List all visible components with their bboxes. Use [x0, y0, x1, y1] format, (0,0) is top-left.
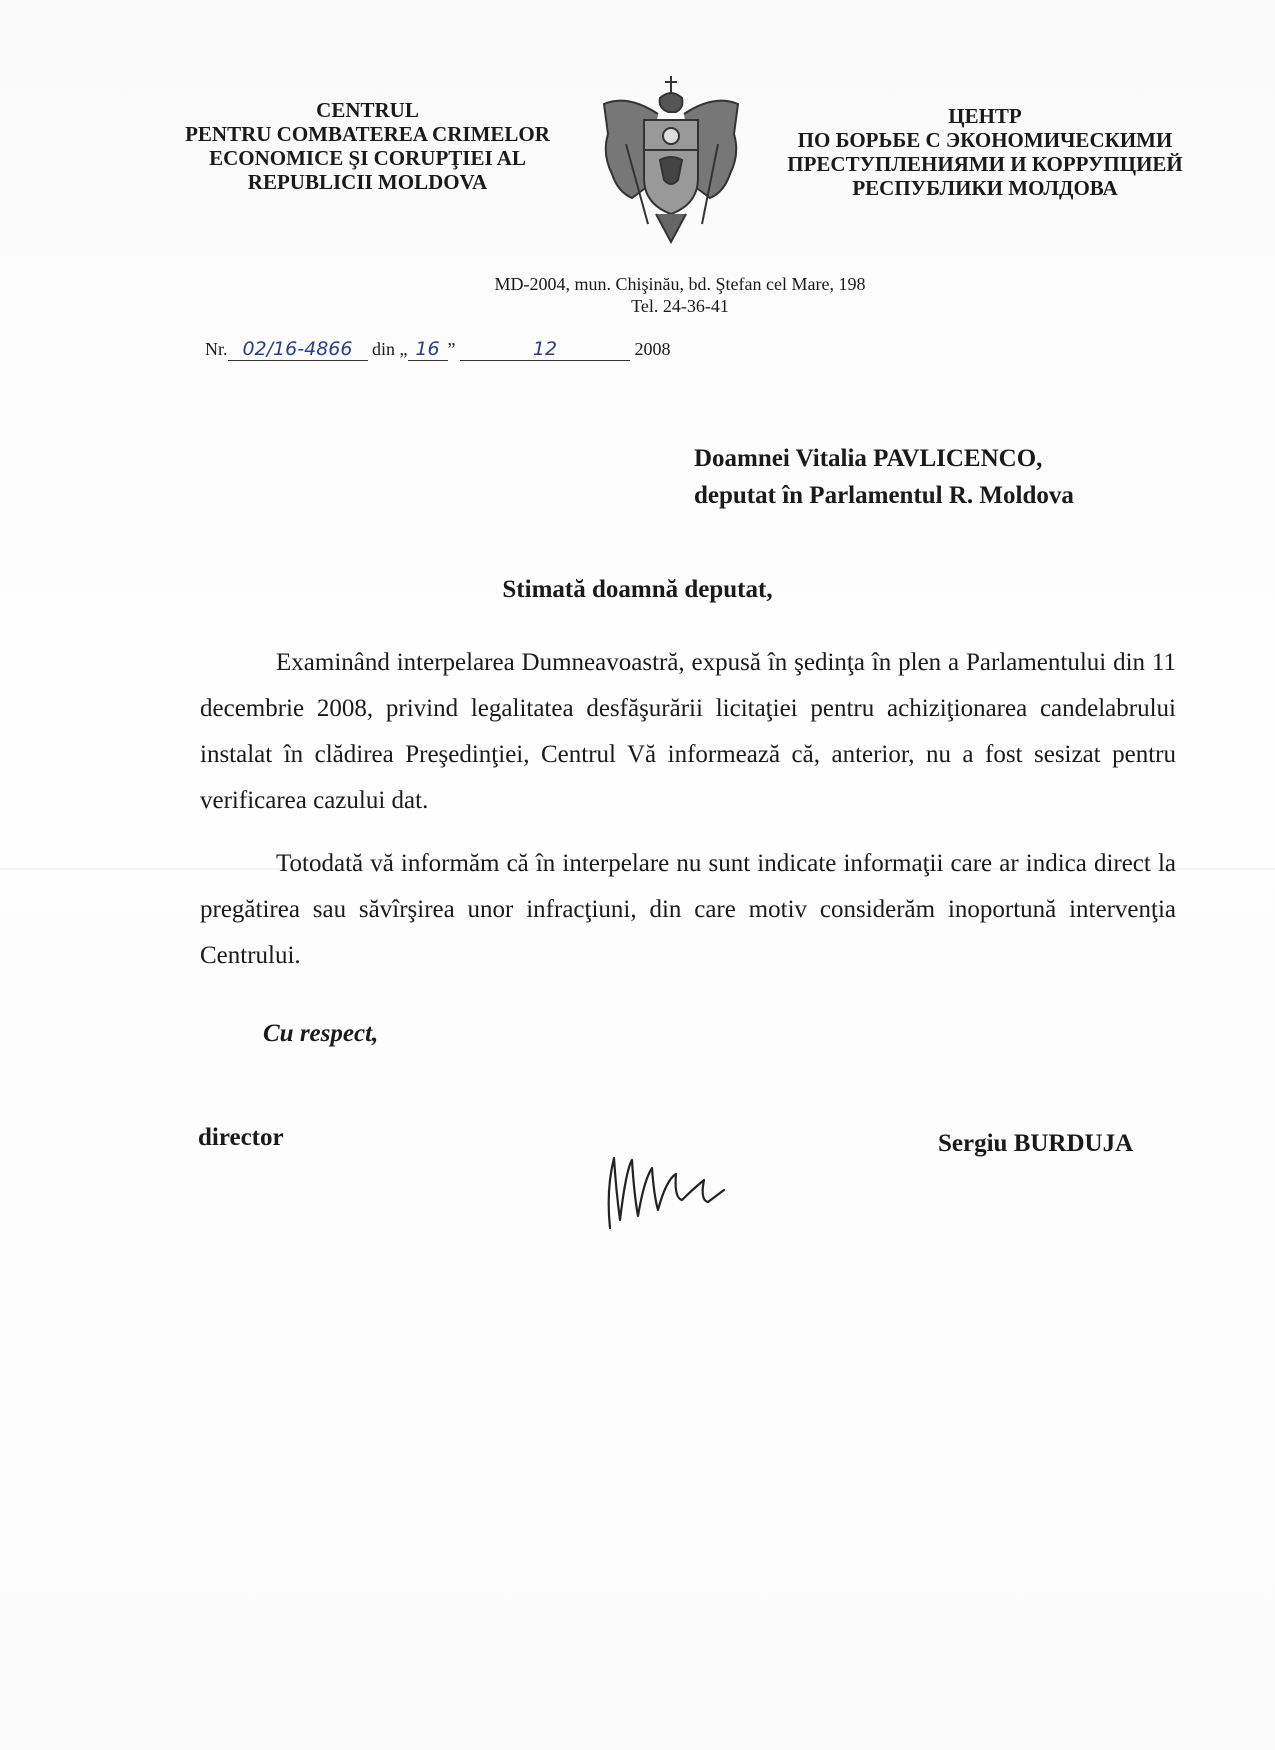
- recipient-title: deputat în Parlamentul R. Moldova: [694, 482, 1074, 509]
- din-label: din: [372, 339, 396, 359]
- moldova-coat-of-arms-icon: [598, 74, 744, 244]
- signer-role: director: [198, 1124, 284, 1151]
- header-ro-line-1: CENTRUL: [316, 98, 419, 122]
- recipient-block: [694, 440, 1074, 514]
- header-romanian: [160, 98, 575, 194]
- handwritten-signature-icon: [596, 1150, 736, 1230]
- header-ru-line-4: РЕСПУБЛИКИ МОЛДОВА: [852, 176, 1118, 200]
- day-value: 16: [408, 338, 448, 361]
- closing: Cu respect,: [263, 1020, 379, 1047]
- header-ro-line-3: ECONOMICE ŞI CORUPŢIEI AL: [209, 146, 526, 170]
- address-block: [440, 273, 920, 317]
- year-value: 2008: [634, 339, 671, 359]
- header-ru-line-3: ПРЕСТУПЛЕНИЯМИ И КОРРУПЦИЕЙ: [787, 152, 1183, 176]
- nr-value: 02/16-4866: [228, 338, 368, 361]
- recipient-name: Doamnei Vitalia PAVLICENCO,: [694, 445, 1043, 472]
- nr-label: Nr.: [205, 339, 228, 359]
- close-quote: ”: [447, 339, 456, 359]
- body-paragraph-1: Examinând interpelarea Dumneavoastră, expusă în şedinţa în plen a Parlamentului din 11 decembrie 2008, privind legalitatea desfăşurării licitaţiei pentru achiziţionarea candelabrului instalat în clădirea Preşedinţiei, Centrul Vă informează că, anterior, nu a fost sesizat pentru verificarea cazului dat.: [200, 649, 1176, 814]
- header-ru-line-2: ПО БОРЬБЕ С ЭКОНОМИЧЕСКИМИ: [797, 128, 1173, 152]
- body-paragraph-2: Totodată vă informăm că în interpelare nu sunt indicate informaţii care ar indica direct la pregătirea sau săvîrşirea unor infracţiuni, din care motiv considerăm inoportună intervenţia Centrului.: [200, 850, 1176, 969]
- open-quote: „: [399, 339, 408, 359]
- address-line: MD-2004, mun. Chişinău, bd. Ştefan cel Mare, 198: [494, 274, 866, 294]
- reference-number: [205, 338, 671, 361]
- phone-line: Tel. 24-36-41: [631, 296, 729, 316]
- signer-name: Sergiu BURDUJA: [938, 1130, 1134, 1157]
- month-value: 12: [460, 338, 630, 361]
- header-russian: [755, 104, 1215, 200]
- header-ro-line-2: PENTRU COMBATEREA CRIMELOR: [185, 122, 550, 146]
- header-ru-line-1: ЦЕНТР: [948, 104, 1022, 128]
- header-ro-line-4: REPUBLICII MOLDOVA: [247, 170, 488, 194]
- salutation: Stimată doamnă deputat,: [502, 576, 773, 603]
